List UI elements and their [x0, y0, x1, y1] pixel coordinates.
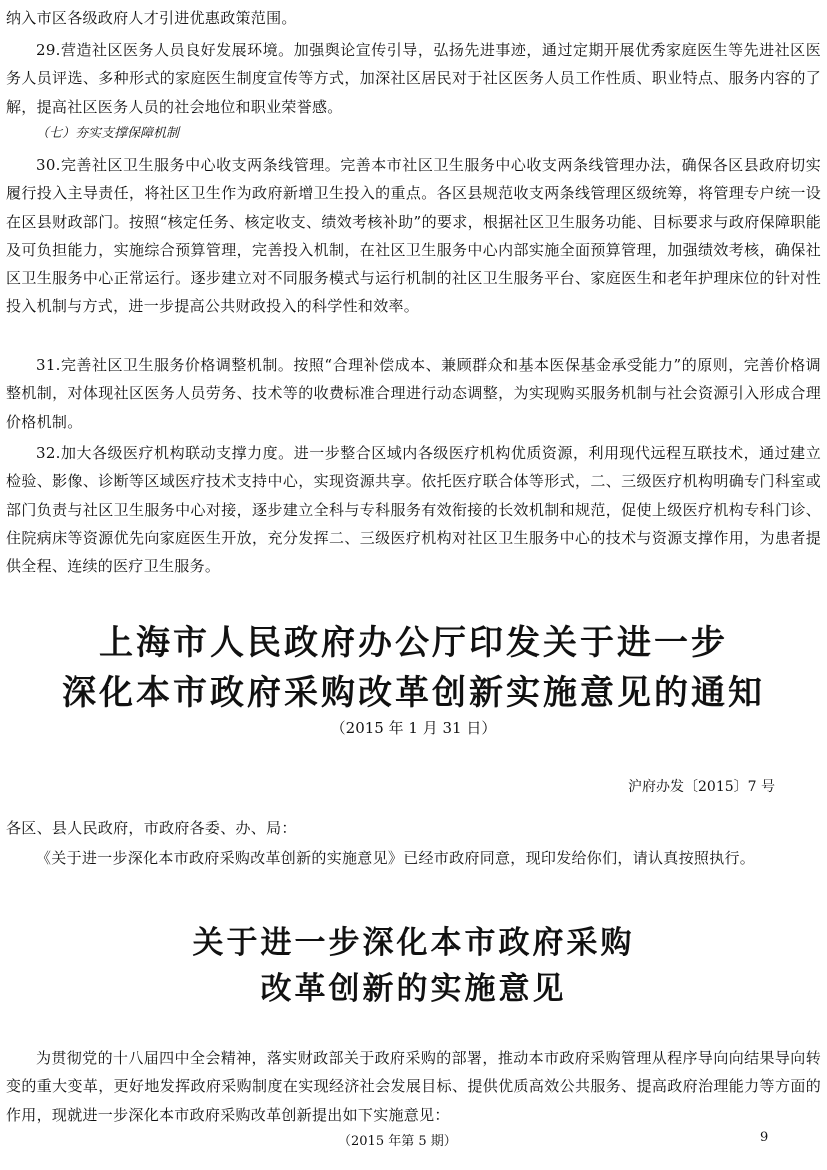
- paragraph-29: 29.营造社区医务人员良好发展环境。加强舆论宣传引导，弘扬先进事迹，通过定期开展优秀家庭医生等先进社区医务人员评选、多种形式的家庭医生制度宣传等方式，加深社区居民对于社区医务人员工作性质、职业特点、服务内容的了解，提高社区医务人员的社会地位和职业荣誉感。: [6, 41, 821, 116]
- document-number: 沪府办发〔2015〕7 号: [628, 779, 775, 795]
- notice-body: 《关于进一步深化本市政府采购改革创新的实施意见》已经市政府同意，现印发给你们，请认真按照执行。: [36, 849, 756, 867]
- notice-title-line-2: 深化本市政府采购改革创新实施意见的通知: [62, 673, 765, 713]
- paragraph-31: 31.完善社区卫生服务价格调整机制。按照“合理补偿成本、兼顾群众和基本医保基金承受能力”的原则，完善价格调整机制，对体现社区医务人员劳务、技术等的收费标准合理进行动态调整，为实现购买服务机制与社会资源引入形成合理价格机制。: [6, 356, 821, 431]
- opinion-title-line-2: 改革创新的实施意见: [260, 971, 567, 1007]
- notice-date: （2015 年 1 月 31 日）: [330, 719, 497, 737]
- opinion-title-line-1: 关于进一步深化本市政府采购: [192, 925, 635, 961]
- subsection-heading: （七）夯实支撑保障机制: [36, 126, 180, 141]
- opinion-intro: 为贯彻党的十八届四中全会精神，落实财政部关于政府采购的部署，推动本市政府采购管理从程序导向向结果导向转变的重大变革，更好地发挥政府采购制度在实现经济社会发展目标、提供优质高效公共服务、提高政府治理能力等方面的作用，现就进一步深化本市政府采购改革创新提出如下实施意见：: [6, 1049, 821, 1124]
- addressee: 各区、县人民政府，市政府各委、办、局：: [6, 819, 297, 837]
- issue-label: （2015 年第 5 期）: [338, 1134, 457, 1149]
- page-number: 9: [760, 1130, 769, 1145]
- notice-title-line-1: 上海市人民政府办公厅印发关于进一步: [99, 623, 728, 663]
- paragraph-30: 30.完善社区卫生服务中心收支两条线管理。完善本市社区卫生服务中心收支两条线管理办法，确保各区县政府切实履行投入主导责任，将社区卫生作为政府新增卫生投入的重点。各区县规范收支两条线管理区级统筹，将管理专户统一设在区县财政部门。按照“核定任务、核定收支、绩效考核补助”的要求，根据社区卫生服务功能、目标要求与政府保障职能及可负担能力，实施综合预算管理，完善投入机制，在社区卫生服务中心内部实施全面预算管理，加强绩效考核，确保社区卫生服务中心正常运行。逐步建立对不同服务模式与运行机制的社区卫生服务平台、家庭医生和老年护理床位的针对性投入机制与方式，进一步提高公共财政投入的科学性和效率。: [6, 156, 821, 316]
- paragraph-continuation: 纳入市区各级政府人才引进优惠政策范围。: [6, 9, 297, 27]
- paragraph-32: 32.加大各级医疗机构联动支撑力度。进一步整合区域内各级医疗机构优质资源，利用现代远程互联技术，通过建立检验、影像、诊断等区域医疗技术支持中心，实现资源共享。依托医疗联合体等形式，二、三级医疗机构明确专门科室或部门负责与社区卫生服务中心对接，逐步建立全科与专科服务有效衔接的长效机制和规范，促使上级医疗机构专科门诊、住院病床等资源优先向家庭医生开放，充分发挥二、三级医疗机构对社区卫生服务中心的技术与资源支撑作用，为患者提供全程、连续的医疗卫生服务。: [6, 444, 821, 576]
